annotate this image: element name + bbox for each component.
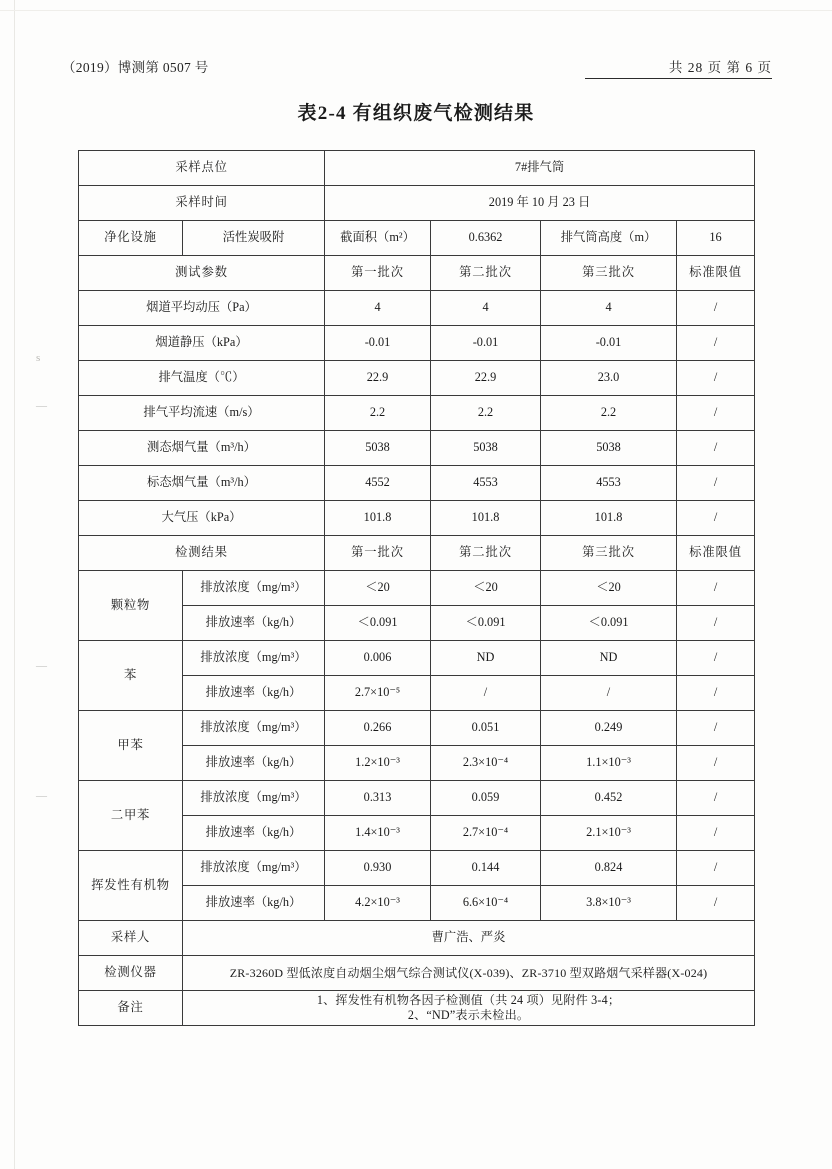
table-row [79, 711, 755, 746]
table-header-test-params [79, 256, 755, 291]
result-limit: / [677, 641, 755, 676]
result-limit: / [677, 816, 755, 851]
result-item: 排放速率（kg/h） [183, 606, 325, 641]
result-v2: ＜0.091 [431, 606, 541, 641]
result-v1: 1.2×10⁻³ [325, 746, 431, 781]
report-number: （2019）博测第 0507 号 [62, 60, 209, 75]
param-v2: 2.2 [431, 396, 541, 431]
param-v3: 2.2 [541, 396, 677, 431]
param-v3: 4553 [541, 466, 677, 501]
result-v2: 0.059 [431, 781, 541, 816]
result-item: 排放浓度（mg/m³） [183, 571, 325, 606]
scan-edge-left [14, 0, 15, 1169]
table-row-sampling-time [79, 186, 755, 221]
section-area-label: 截面积（m²） [325, 221, 431, 256]
result-v3: / [541, 676, 677, 711]
table-row [79, 326, 755, 361]
result-item: 排放速率（kg/h） [183, 746, 325, 781]
header-underline [585, 78, 772, 79]
result-limit: / [677, 711, 755, 746]
purification-label: 净化设施 [79, 221, 183, 256]
table-row-facility [79, 221, 755, 256]
param-v2: -0.01 [431, 326, 541, 361]
param-v2: 22.9 [431, 361, 541, 396]
param-limit: / [677, 326, 755, 361]
param-limit: / [677, 431, 755, 466]
param-v1: -0.01 [325, 326, 431, 361]
result-limit: / [677, 746, 755, 781]
table-row [79, 291, 755, 326]
emission-results-table [78, 150, 755, 1026]
pollutant-name: 颗粒物 [79, 571, 183, 641]
param-v3: 23.0 [541, 361, 677, 396]
result-v1: 0.266 [325, 711, 431, 746]
result-v2: 6.6×10⁻⁴ [431, 886, 541, 921]
pollutant-name: 甲苯 [79, 711, 183, 781]
result-v3: 3.8×10⁻³ [541, 886, 677, 921]
param-limit: / [677, 501, 755, 536]
param-v2: 4 [431, 291, 541, 326]
param-v2: 4553 [431, 466, 541, 501]
result-limit: / [677, 851, 755, 886]
table-row [79, 571, 755, 606]
param-name: 测态烟气量（m³/h） [79, 431, 325, 466]
remark-value [183, 991, 755, 1026]
param-v1: 2.2 [325, 396, 431, 431]
margin-artifact-4: — [36, 790, 47, 802]
test-param-header-1: 第一批次 [325, 256, 431, 291]
result-v3: 0.824 [541, 851, 677, 886]
stack-height-label: 排气筒高度（m） [541, 221, 677, 256]
result-item: 排放浓度（mg/m³） [183, 641, 325, 676]
table-row [79, 466, 755, 501]
result-header-4: 标准限值 [677, 536, 755, 571]
pollutant-name: 挥发性有机物 [79, 851, 183, 921]
result-limit: / [677, 886, 755, 921]
test-param-header-4: 标准限值 [677, 256, 755, 291]
result-v1: 4.2×10⁻³ [325, 886, 431, 921]
result-v3: ＜20 [541, 571, 677, 606]
param-v1: 22.9 [325, 361, 431, 396]
result-v1: 1.4×10⁻³ [325, 816, 431, 851]
sampling-time-label: 采样时间 [79, 186, 325, 221]
instrument-label: 检测仪器 [79, 956, 183, 991]
param-v3: -0.01 [541, 326, 677, 361]
table-row-sampler [79, 921, 755, 956]
param-v1: 4552 [325, 466, 431, 501]
result-header-3: 第三批次 [541, 536, 677, 571]
result-header-2: 第二批次 [431, 536, 541, 571]
param-name: 排气平均流速（m/s） [79, 396, 325, 431]
result-v2: 2.3×10⁻⁴ [431, 746, 541, 781]
pollutant-name: 二甲苯 [79, 781, 183, 851]
result-header-0: 检测结果 [79, 536, 325, 571]
table-row [79, 431, 755, 466]
pollutant-name: 苯 [79, 641, 183, 711]
result-item: 排放速率（kg/h） [183, 676, 325, 711]
param-name: 大气压（kPa） [79, 501, 325, 536]
sampler-label: 采样人 [79, 921, 183, 956]
result-item: 排放浓度（mg/m³） [183, 851, 325, 886]
result-limit: / [677, 571, 755, 606]
result-v1: 0.930 [325, 851, 431, 886]
result-v2: / [431, 676, 541, 711]
param-v2: 101.8 [431, 501, 541, 536]
param-v3: 101.8 [541, 501, 677, 536]
result-item: 排放浓度（mg/m³） [183, 711, 325, 746]
test-param-header-0: 测试参数 [79, 256, 325, 291]
table-row-sampling-point [79, 151, 755, 186]
result-v2: ND [431, 641, 541, 676]
test-param-header-2: 第二批次 [431, 256, 541, 291]
result-v2: 0.144 [431, 851, 541, 886]
instrument-value: ZR-3260D 型低浓度自动烟尘烟气综合测试仪(X-039)、ZR-3710 型双路烟气采样器(X-024) [183, 956, 755, 991]
table-row [79, 396, 755, 431]
page-header [62, 56, 772, 76]
param-v1: 4 [325, 291, 431, 326]
param-limit: / [677, 361, 755, 396]
param-limit: / [677, 396, 755, 431]
result-item: 排放速率（kg/h） [183, 886, 325, 921]
result-v1: ＜0.091 [325, 606, 431, 641]
purification-value: 活性炭吸附 [183, 221, 325, 256]
param-name: 标态烟气量（m³/h） [79, 466, 325, 501]
result-v3: 0.249 [541, 711, 677, 746]
result-v2: 0.051 [431, 711, 541, 746]
result-v2: ＜20 [431, 571, 541, 606]
result-v1: 0.313 [325, 781, 431, 816]
remark-line-1: 1、挥发性有机物各因子检测值（共 24 项）见附件 3-4； [316, 993, 621, 1007]
result-v3: 2.1×10⁻³ [541, 816, 677, 851]
param-name: 排气温度（℃） [79, 361, 325, 396]
table-row [79, 501, 755, 536]
param-limit: / [677, 291, 755, 326]
margin-artifact-1: s [36, 352, 41, 364]
section-area-value: 0.6362 [431, 221, 541, 256]
param-name: 烟道平均动压（Pa） [79, 291, 325, 326]
table-row-instrument [79, 956, 755, 991]
result-limit: / [677, 781, 755, 816]
result-v1: 0.006 [325, 641, 431, 676]
result-limit: / [677, 606, 755, 641]
scan-edge-top [0, 10, 832, 11]
param-v2: 5038 [431, 431, 541, 466]
stack-height-value: 16 [677, 221, 755, 256]
table-header-results [79, 536, 755, 571]
param-v3: 5038 [541, 431, 677, 466]
table-row-remark [79, 991, 755, 1026]
sampling-time-value: 2019 年 10 月 23 日 [325, 186, 755, 221]
sampler-value: 曹广浩、严炎 [183, 921, 755, 956]
remark-line-2: 2、“ND”表示未检出。 [407, 1008, 530, 1023]
result-v1: 2.7×10⁻⁵ [325, 676, 431, 711]
margin-artifact-2: — [36, 400, 47, 412]
result-v3: ND [541, 641, 677, 676]
result-v3: 0.452 [541, 781, 677, 816]
table-row [79, 361, 755, 396]
result-v3: 1.1×10⁻³ [541, 746, 677, 781]
page-count: 共 28 页 第 6 页 [668, 60, 772, 75]
result-v3: ＜0.091 [541, 606, 677, 641]
param-v1: 5038 [325, 431, 431, 466]
param-name: 烟道静压（kPa） [79, 326, 325, 361]
result-item: 排放浓度（mg/m³） [183, 781, 325, 816]
result-v2: 2.7×10⁻⁴ [431, 816, 541, 851]
param-v1: 101.8 [325, 501, 431, 536]
result-item: 排放速率（kg/h） [183, 816, 325, 851]
table-row [79, 641, 755, 676]
table-row [79, 851, 755, 886]
param-limit: / [677, 466, 755, 501]
page-title: 表2-4 有组织废气检测结果 [297, 103, 535, 124]
result-v1: ＜20 [325, 571, 431, 606]
table-row [79, 781, 755, 816]
margin-artifact-3: — [36, 660, 47, 672]
sampling-point-label: 采样点位 [79, 151, 325, 186]
param-v3: 4 [541, 291, 677, 326]
sampling-point-value: 7#排气筒 [325, 151, 755, 186]
remark-label: 备注 [79, 991, 183, 1026]
test-param-header-3: 第三批次 [541, 256, 677, 291]
result-header-1: 第一批次 [325, 536, 431, 571]
result-limit: / [677, 676, 755, 711]
